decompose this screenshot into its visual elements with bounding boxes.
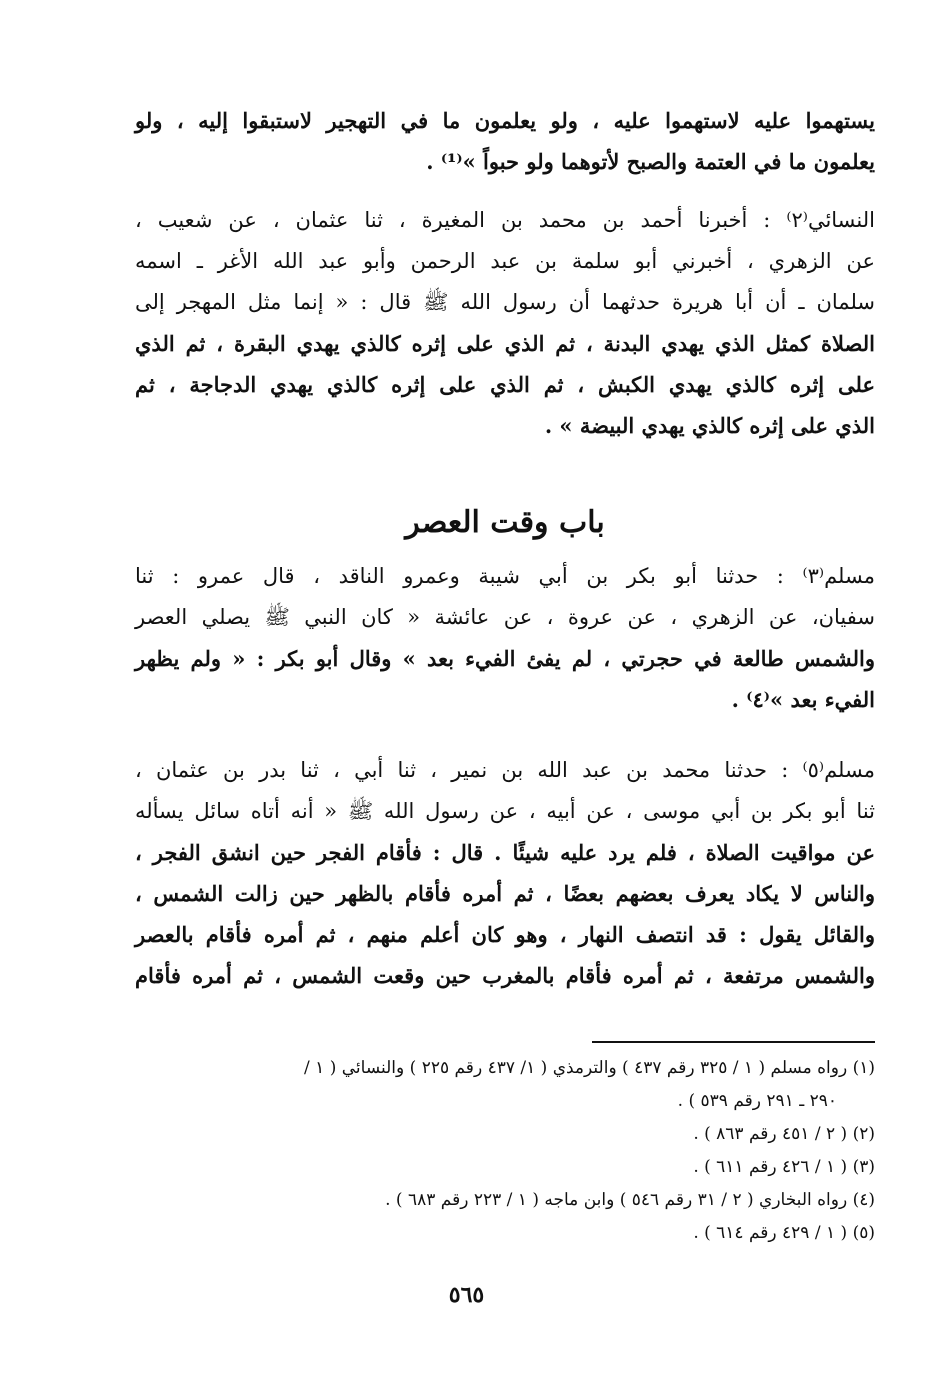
text-line: مسلم⁽٣⁾ : حدثنا أبو بكر بن أبي شيبة وعمرو الناقد ، قال عمرو : ثنا (135, 564, 875, 588)
text-line: الفيء بعد »⁽٤⁾ . (731, 687, 875, 712)
text-line: يعلمون ما في العتمة والصبح لأتوهما ولو حبواً »⁽¹⁾ . (426, 149, 875, 174)
text-line: عن مواقيت الصلاة ، فلم يرد عليه شيئًا . قال : فأقام الفجر حين انشق الفجر ، (135, 840, 875, 865)
text-line: سلمان ـ أن أبا هريرة حدثهما أن رسول الله ﷺ قال : « إنما مثل المهجر إلى (135, 290, 875, 314)
footnote-2: (٢) ( ٢ / ٤٥١ رقم ٨٦٣ ) . (693, 1124, 875, 1144)
footnote-1-continuation: ٢٩٠ ـ ٢٩١ رقم ٥٣٩ ) . (677, 1091, 837, 1111)
footnotes (135, 1052, 875, 1250)
text-line: النسائي⁽٢⁾ : أخبرنا أحمد بن محمد بن المغيرة ، ثنا عثمان ، عن شعيب ، (135, 208, 875, 232)
text-line: ثنا أبو بكر بن أبي موسى ، عن أبيه ، عن رسول الله ﷺ « أنه أتاه سائل يسأله (135, 799, 875, 823)
text-line: يستهموا عليه لاستهموا عليه ، ولو يعلمون ما في التهجير لاستبقوا إليه ، ولو (135, 108, 875, 133)
footnote-5: (٥) ( ١ / ٤٢٩ رقم ٦١٤ ) . (693, 1223, 875, 1243)
footnote-separator (592, 1041, 875, 1043)
text-line: مسلم⁽٥⁾ : حدثنا محمد بن عبد الله بن نمير ، ثنا أبي ، ثنا بدر بن عثمان ، (135, 758, 875, 782)
paragraph-hadith-continuation (135, 100, 875, 182)
paragraph-muslim-abu-musa (135, 750, 875, 996)
text-line: سفيان، عن الزهري ، عن عروة ، عن عائشة « كان النبي ﷺ يصلي العصر (135, 605, 875, 629)
footnote-4: (٤) رواه البخاري ( ٢ / ٣١ رقم ٥٤٦ ) وابن ماجه ( ١ / ٢٢٣ رقم ٦٨٣ ) . (385, 1190, 875, 1210)
text-line: الذي على إثره كالذي يهدي البيضة » . (544, 413, 875, 438)
text-line: والشمس طالعة في حجرتي ، لم يفئ الفيء بعد » وقال أبو بكر : « ولم يظهر (135, 646, 875, 671)
page-number: ٥٦٥ (448, 1282, 485, 1308)
footnote-3: (٣) ( ١ / ٤٢٦ رقم ٦١١ ) . (693, 1157, 875, 1177)
text-line: والقائل يقول : قد انتصف النهار ، وهو كان أعلم منهم ، ثم أمره فأقام بالعصر (135, 922, 875, 947)
paragraph-muslim-aisha (135, 556, 875, 720)
text-line: والناس لا يكاد يعرف بعضهم بعضًا ، ثم أمره فأقام بالظهر حين زالت الشمس ، (135, 881, 875, 906)
text-line: الصلاة كمثل الذي يهدي البدنة ، ثم الذي على إثره كالذي يهدي البقرة ، ثم الذي (135, 331, 875, 356)
footnote-1: (١) رواه مسلم ( ١ / ٣٢٥ رقم ٤٣٧ ) والترمذي ( ١/ ٤٣٧ رقم ٢٢٥ ) والنسائي ( ١ / (304, 1058, 875, 1078)
text-line: عن الزهري ، أخبرني أبو سلمة بن عبد الرحمن وأبو عبد الله الأغر ـ اسمه (135, 249, 875, 273)
text-line: على إثره كالذي يهدي الكبش ، ثم الذي على إثره كالذي يهدي الدجاجة ، ثم (135, 372, 875, 397)
paragraph-nasai (135, 200, 875, 446)
text-line: والشمس مرتفعة ، ثم أمره فأقام بالمغرب حين وقعت الشمس ، ثم أمره فأقام (135, 963, 875, 988)
chapter-heading: باب وقت العصر (405, 505, 605, 540)
